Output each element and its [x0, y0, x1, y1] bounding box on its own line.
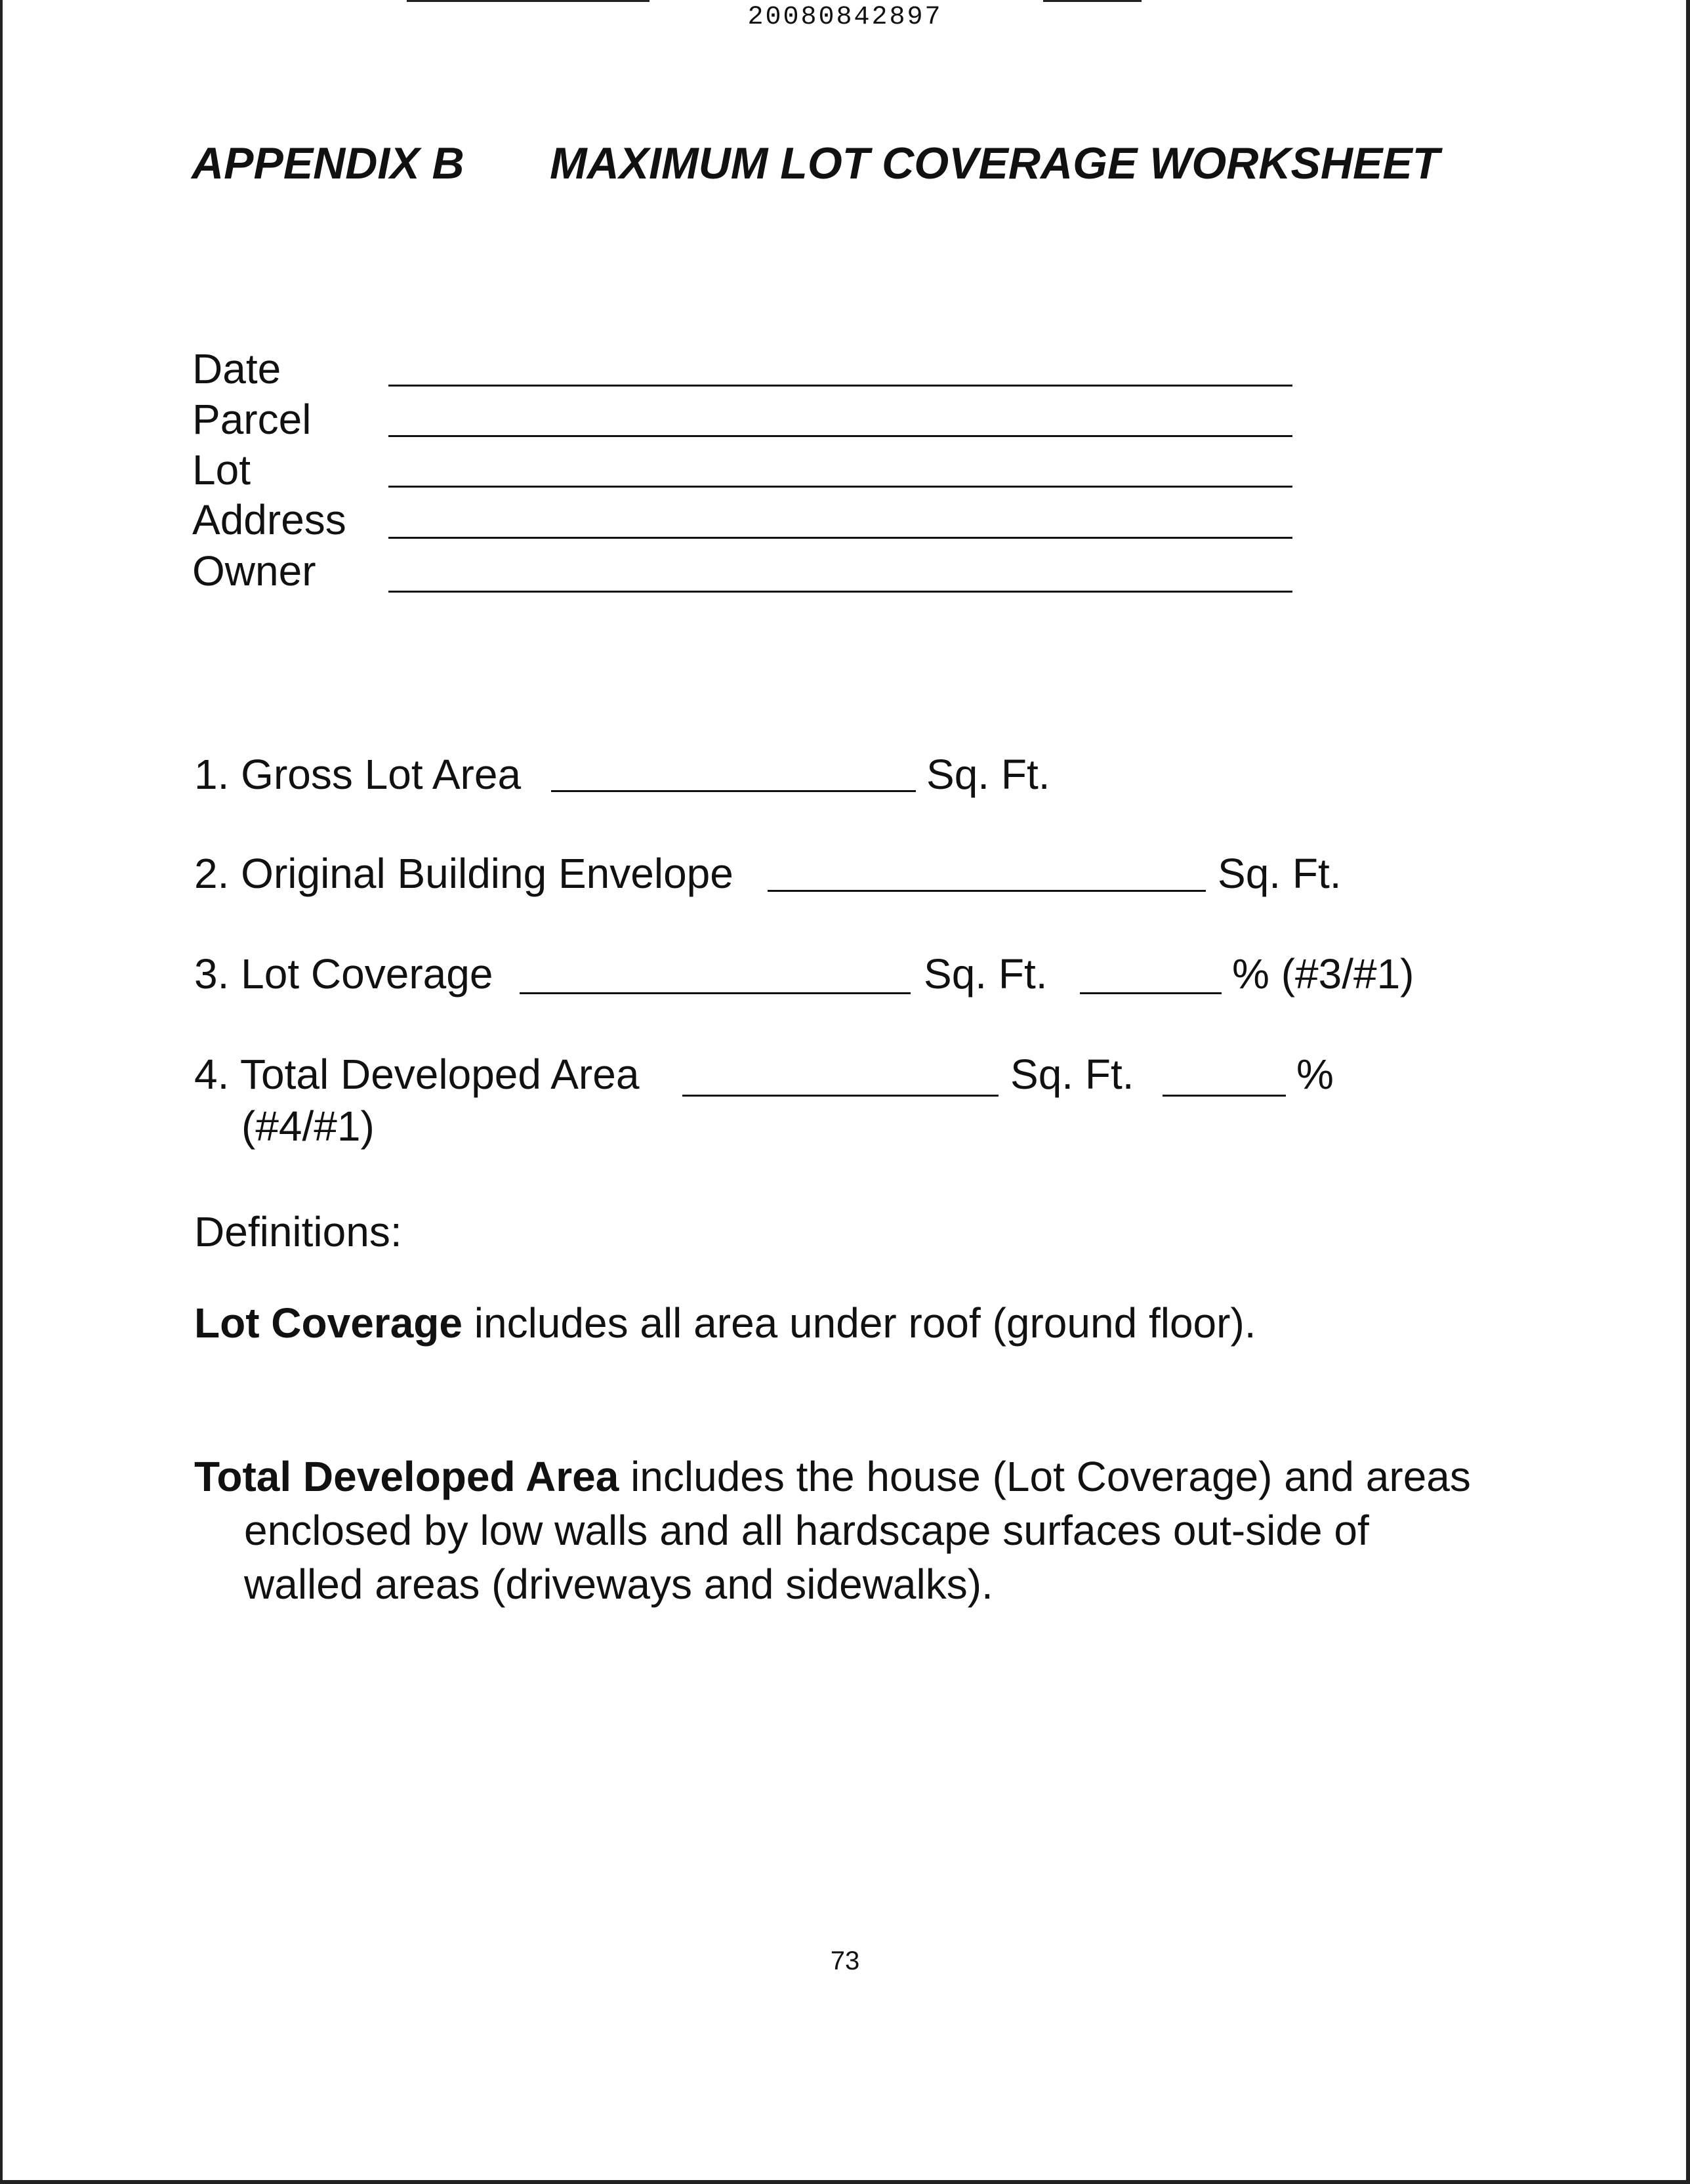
definition-text: includes the house (Lot Coverage) and areas enclosed by low walls and all hardscape surfaces out-side of walled areas (driveways and sidewalks). [244, 1453, 1471, 1608]
item-total-developed-label: 4. Total Developed Area [194, 1051, 640, 1098]
date-field[interactable] [388, 385, 1292, 387]
item-total-developed-unit: Sq. Ft. [1010, 1051, 1134, 1098]
scan-mark [407, 0, 649, 2]
page-title: MAXIMUM LOT COVERAGE WORKSHEET [550, 138, 1440, 188]
lot-field[interactable] [388, 486, 1292, 488]
address-field[interactable] [388, 537, 1292, 539]
field-label-date: Date [192, 345, 281, 392]
definition-term: Lot Coverage [194, 1299, 463, 1347]
definition-lot-coverage [194, 1296, 1477, 1350]
total-developed-field[interactable] [682, 1095, 999, 1097]
item-total-developed-ratio: (#4/#1) [241, 1102, 375, 1150]
item-building-envelope-label: 2. Original Building Envelope [194, 850, 733, 897]
definition-text: includes all area under roof (ground floor). [462, 1299, 1256, 1347]
gross-lot-area-field[interactable] [551, 790, 916, 792]
item-building-envelope-unit: Sq. Ft. [1218, 850, 1342, 897]
scan-border-left [0, 0, 3, 2184]
item-total-developed-percent: % [1296, 1051, 1334, 1098]
item-lot-coverage-percent: % (#3/#1) [1232, 950, 1414, 998]
total-developed-percent-field[interactable] [1163, 1095, 1286, 1097]
definitions-heading: Definitions: [194, 1208, 402, 1255]
field-label-parcel: Parcel [192, 396, 312, 443]
item-gross-lot-area-label: 1. Gross Lot Area [194, 751, 522, 798]
scan-mark [1043, 0, 1142, 2]
field-label-address: Address [192, 496, 346, 543]
definition-term: Total Developed Area [194, 1453, 619, 1500]
lot-coverage-percent-field[interactable] [1080, 992, 1222, 994]
document-number: 20080842897 [747, 3, 943, 32]
field-label-owner: Owner [192, 547, 316, 595]
item-lot-coverage-label: 3. Lot Coverage [194, 950, 493, 998]
item-lot-coverage-unit: Sq. Ft. [924, 950, 1048, 998]
scan-border-right [1686, 0, 1690, 2184]
parcel-field[interactable] [388, 435, 1292, 437]
appendix-label: APPENDIX B [192, 138, 464, 188]
definition-total-developed-area [194, 1450, 1477, 1611]
scan-border-bottom [0, 2180, 1690, 2184]
building-envelope-field[interactable] [768, 890, 1206, 892]
field-label-lot: Lot [192, 446, 251, 494]
owner-field[interactable] [388, 591, 1292, 593]
lot-coverage-field[interactable] [520, 992, 911, 994]
item-gross-lot-area-unit: Sq. Ft. [926, 751, 1050, 798]
page-number: 73 [830, 1946, 860, 1975]
